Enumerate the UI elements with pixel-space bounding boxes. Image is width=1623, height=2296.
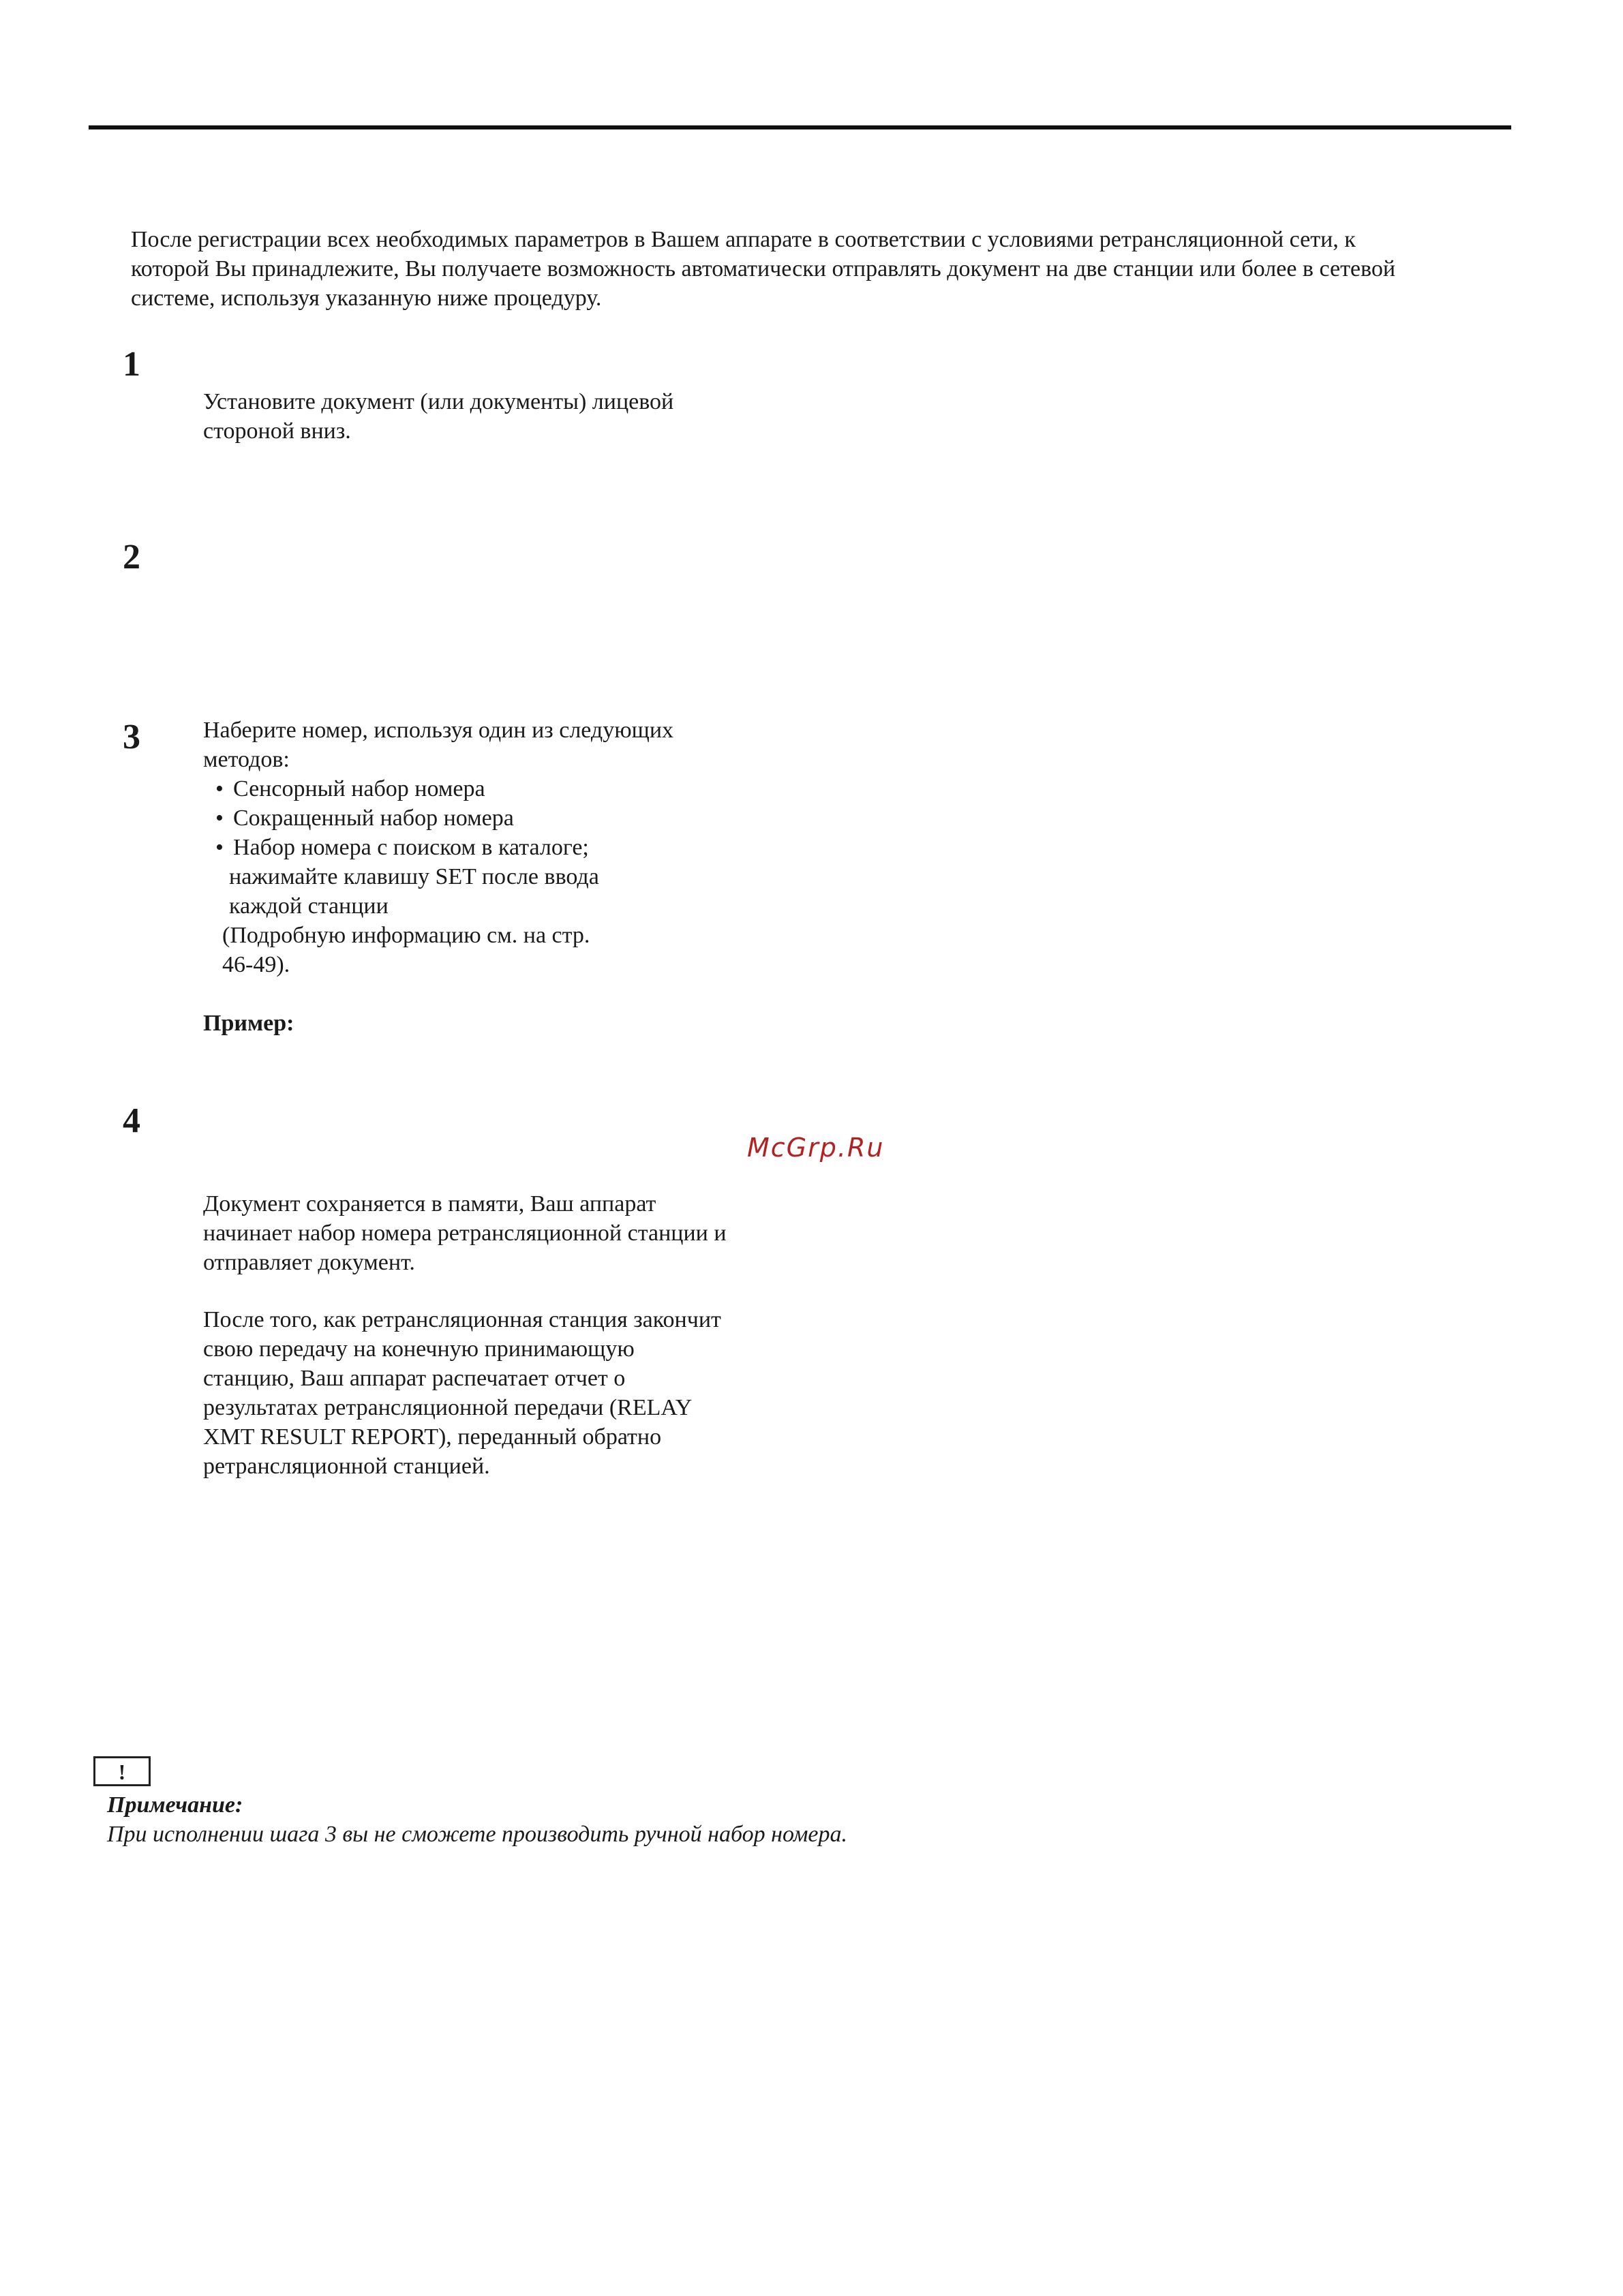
step-4-line: отправляет документ.	[203, 1250, 415, 1275]
intro-paragraph	[131, 225, 1501, 313]
step-3-line: методов:	[203, 747, 290, 772]
step-3-text	[203, 716, 817, 979]
step-3-line: Наберите номер, используя один из следующих	[203, 718, 674, 743]
step-4-paragraph-2	[203, 1305, 817, 1481]
intro-line: системе, используя указанную ниже процедуру.	[131, 286, 602, 311]
bullet-icon: •	[215, 776, 224, 801]
step-number-4: 4	[123, 1101, 140, 1140]
dialing-methods-list	[203, 774, 817, 862]
bullet-continuation: каждой станции	[229, 893, 389, 919]
bullet-icon: •	[215, 806, 224, 831]
step-4-line: начинает набор номера ретрансляционной станции и	[203, 1221, 727, 1246]
step-number-1: 1	[123, 345, 140, 384]
step-4-line: ретрансляционной станцией.	[203, 1454, 490, 1479]
step-4-line: После того, как ретрансляционная станция закончит	[203, 1307, 721, 1332]
page-reference: 46-49).	[222, 952, 290, 977]
bullet-icon: •	[215, 835, 224, 860]
bullet-continuation: нажимайте клавишу SET после ввода	[229, 864, 599, 889]
list-item: • Набор номера с поиском в каталоге;	[203, 833, 817, 862]
step-1-text	[203, 387, 817, 446]
step-4-paragraph-1	[203, 1189, 817, 1277]
intro-line: После регистрации всех необходимых параметров в Вашем аппарате в соответствии с условиями ретрансляционной сети, к	[131, 227, 1356, 252]
step-number-3: 3	[123, 718, 140, 756]
page-reference: (Подробную информацию см. на стр.	[222, 923, 590, 948]
step-number-2: 2	[123, 538, 140, 577]
example-label: Пример:	[203, 1011, 294, 1036]
list-item: • Сенсорный набор номера	[203, 774, 817, 803]
exclamation-icon: !	[93, 1756, 151, 1786]
note-text: При исполнении шага 3 вы не сможете производить ручной набор номера.	[107, 1822, 847, 1847]
header-rule	[89, 125, 1511, 129]
step-4-line: свою передачу на конечную принимающую	[203, 1336, 635, 1362]
note-title: Примечание:	[107, 1792, 243, 1818]
step-1-line: Установите документ (или документы) лицевой	[203, 389, 674, 414]
step-4-line: результатах ретрансляционной передачи (RELAY	[203, 1395, 693, 1420]
intro-line: которой Вы принадлежите, Вы получаете возможность автоматически отправлять документ на две станции или более в сетевой	[131, 256, 1396, 281]
list-item: • Сокращенный набор номера	[203, 803, 817, 833]
step-4-line: станцию, Ваш аппарат распечатает отчет о	[203, 1366, 626, 1391]
step-4-line: Документ сохраняется в памяти, Ваш аппарат	[203, 1191, 656, 1216]
watermark-text: McGrp.Ru	[747, 1133, 885, 1163]
step-1-line: стороной вниз.	[203, 418, 351, 444]
step-4-line: XMT RESULT REPORT), переданный обратно	[203, 1424, 662, 1450]
